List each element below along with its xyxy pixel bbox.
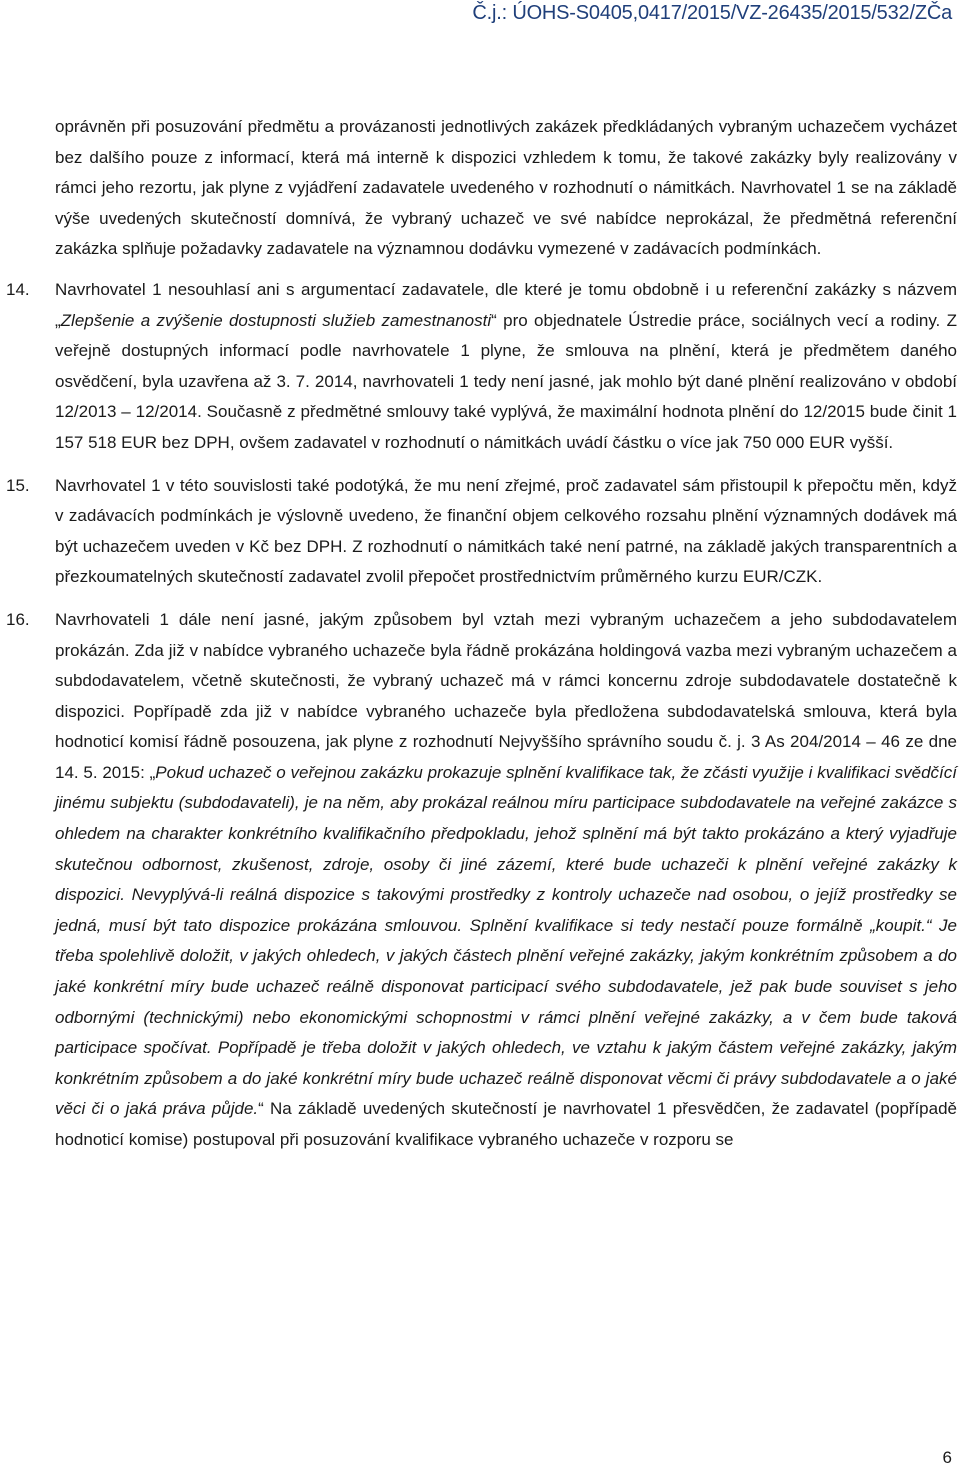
paragraph-16 <box>6 605 957 1156</box>
paragraph-number: 16. <box>6 609 30 629</box>
quoted-title: Zlepšenie a zvýšenie dostupnosti služieb zamestnanosti <box>60 310 492 330</box>
page-number: 6 <box>942 1448 952 1467</box>
paragraph-text: Navrhovatel 1 v této souvislosti také podotýká, že mu není zřejmé, proč zadavatel sám přistoupil k přepočtu měn, když v zadávacích podmínkách je výslovně uvedeno, že finanční objem celkového rozsahu plnění významných dodávek má být uchazečem uveden v Kč bez DPH. Z rozhodnutí o námitkách také není patrné, na základě jakých transparentních a přezkoumatelných skutečností zadavatel zvolil přepočet prostřednictvím průměrného kurzu EUR/CZK. <box>55 475 957 587</box>
document-reference: Č.j.: ÚOHS-S0405,0417/2015/VZ-26435/2015/532/ZČa <box>472 2 952 24</box>
paragraph-text <box>55 605 957 1156</box>
text-segment: Navrhovatel 1 nesouhlasí ani s argumentací zadavatele, dle které je tomu obdobně i u referenční zakázky s názvem „ <box>55 279 957 330</box>
text-segment: “ pro objednatele Ústredie práce, sociálnych vecí a rodiny. Z veřejně dostupných informací podle navrhovatele 1 plyne, že smlouva na plnění, která je předmětem daného osvědčení, byla uzavřena až 3. 7. 2014, navrhovateli 1 tedy není jasné, jak mohlo být dané plnění realizováno v období 12/2013 – 12/2014. Současně z předmětné smlouvy také vyplývá, že maximální hodnota plnění do 12/2015 bude činit 1 157 518 EUR bez DPH, ovšem zadavatel v rozhodnutí o námitkách uvádí částku o více jak 750 000 EUR vyšší. <box>55 310 958 452</box>
text-segment: “ Na základě uvedených skutečností je navrhovatel 1 přesvědčen, že zadavatel (popřípadě hodnoticí komise) postupoval při posuzování kvalifikace vybraného uchazeče v rozporu se <box>55 1099 957 1149</box>
text-segment: Navrhovateli 1 dále není jasné, jakým způsobem byl vztah mezi vybraným uchazečem a jeho subdodavatelem prokázán. Zda již v nabídce vybraného uchazeče byla řádně prokázána holdingová vazba mezi vybraným uchazečem a subdodavatelem, včetně skutečnosti, že vybraný uchazeč má v rámci koncernu zdroje subdodavatele dostatečně k dispozici. Popřípadě zda již v nabídce vybraného uchazeče byla předložena subdodavatelská smlouva, která byla hodnoticí komisí řádně posouzena, jak plyne z rozhodnutí Nejvyššího správního soudu č. j. 3 As 204/2014 – 46 ze dne 14. 5. 2015: „ <box>55 609 957 782</box>
intro-paragraph: oprávněn při posuzování předmětu a provázanosti jednotlivých zakázek předkládaných vybraným uchazečem vycházet bez dalšího pouze z informací, která má interně k dispozici vzhledem k tomu, že takové zakázky byly realizovány v rámci jeho rezortu, jak plyne z vyjádření zadavatele uvedeného v rozhodnutí o námitkách. Navrhovatel 1 se na základě výše uvedených skutečností domnívá, že vybraný uchazeč ve své nabídce neprokázal, že předmětná referenční zakázka splňuje požadavky zadavatele na významnou dodávku vymezené v zadávacích podmínkách. <box>55 117 957 259</box>
paragraph-15 <box>6 471 957 593</box>
paragraph-number: 14. <box>6 279 30 299</box>
paragraph-number: 15. <box>6 475 30 495</box>
paragraph-14 <box>6 275 958 459</box>
document-body <box>6 112 958 1168</box>
paragraph-text <box>55 275 957 459</box>
court-quote: Pokud uchazeč o veřejnou zakázku prokazuje splnění kvalifikace tak, že zčásti využije i kvalifikaci svědčící jinému subjektu (subdodavateli), je na něm, aby prokázal reálnou míru participace subdodavatele na veřejné zakázce s ohledem na charakter konkrétního kvalifikačního předpokladu, jehož splnění má být takto prokázáno a který vyjadřuje skutečnou odbornost, zkušenost, zdroje, osoby či jiné zázemí, které bude uchazeči k plnění veřejné zakázky k dispozici. Nevyplývá-li reálná dispozice s takovými prostředky z kontroly uchazeče nad osobou, o jejíž prostředky se jedná, musí být tato dispozice prokázána smlouvou. Splnění kvalifikace si tedy nestačí pouze formálně „koupit.“ Je třeba spolehlivě doložit, v jakých ohledech, v jakých částech plnění veřejné zakázky, jakým konkrétním způsobem a do jaké konkrétní míry bude uchazeč reálně disponovat participací svého subdodavatele, jež pak bude souviset s jeho odbornými (technickými) nebo ekonomickými schopnostmi v rámci plnění veřejné zakázky, a v čem bude taková participace spočívat. Popřípadě je třeba doložit v jakých ohledech, ve vztahu k jakým částem veřejné zakázky, jakým konkrétním způsobem a do jaké konkrétní míry bude uchazeč reálně disponovat věcmi či právy subdodavatele a o jaké věci či o jaká práva půjde. <box>55 762 957 1119</box>
